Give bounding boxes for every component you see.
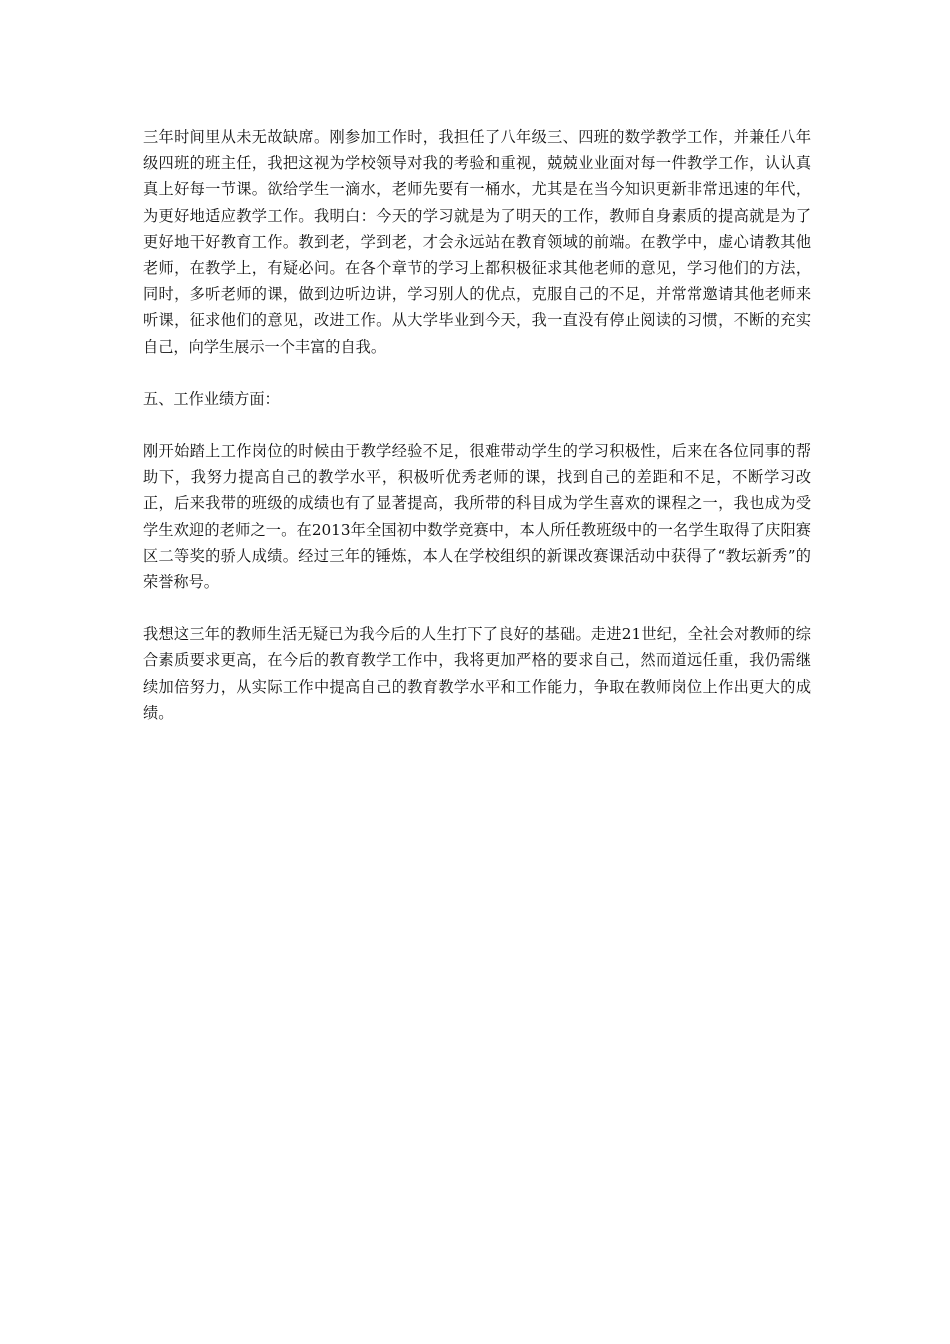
section-heading-work-achievements: 五、工作业绩方面：: [143, 389, 280, 408]
paragraph-spacer: [143, 412, 811, 438]
paragraph-attendance-and-teaching: 三年时间里从未无故缺席。刚参加工作时，我担任了八年级三、四班的数学教学工作，并兼任八年级四班的班主任，我把这视为学校领导对我的考验和重视，兢兢业业面对每一件教学工作，认认真真上好每一节课。欲给学生一滴水，老师先要有一桶水，尤其是在当今知识更新非常迅速的年代，为更好地适应教学工作。我明白：今天的学习就是为了明天的工作，教师自身素质的提高就是为了更好地干好教育工作。教到老，学到老，才会永远站在教育领域的前端。在教学中，虚心请教其他老师，在教学上，有疑必问。在各个章节的学习上都积极征求其他老师的意见，学习他们的方法，同时，多听老师的课，做到边听边讲，学习别人的优点，克服自己的不足，并常常邀请其他老师来听课，征求他们的意见，改进工作。从大学毕业到今天，我一直没有停止阅读的习惯，不断的充实自己，向学生展示一个丰富的自我。: [143, 128, 811, 356]
paragraph-work-achievements: 刚开始踏上工作岗位的时候由于教学经验不足，很难带动学生的学习积极性，后来在各位同事的帮助下，我努力提高自己的教学水平，积极听优秀老师的课，找到自己的差距和不足，不断学习改正，后来我带的班级的成绩也有了显著提高，我所带的科目成为学生喜欢的课程之一，我也成为受学生欢迎的老师之一。在2013年全国初中数学竞赛中，本人所任教班级中的一名学生取得了庆阳赛区二等奖的骄人成绩。经过三年的锤炼，本人在学校组织的新课改赛课活动中获得了“教坛新秀”的荣誉称号。: [143, 442, 811, 592]
document-body: [143, 124, 811, 726]
paragraph-spacer: [143, 595, 811, 621]
paragraph-spacer: [143, 360, 811, 386]
paragraph-conclusion: 我想这三年的教师生活无疑已为我今后的人生打下了良好的基础。走进21世纪，全社会对教师的综合素质要求更高，在今后的教育教学工作中，我将更加严格的要求自己，然而道远任重，我仍需继续加倍努力，从实际工作中提高自己的教育教学水平和工作能力，争取在教师岗位上作出更大的成绩。: [143, 625, 811, 722]
